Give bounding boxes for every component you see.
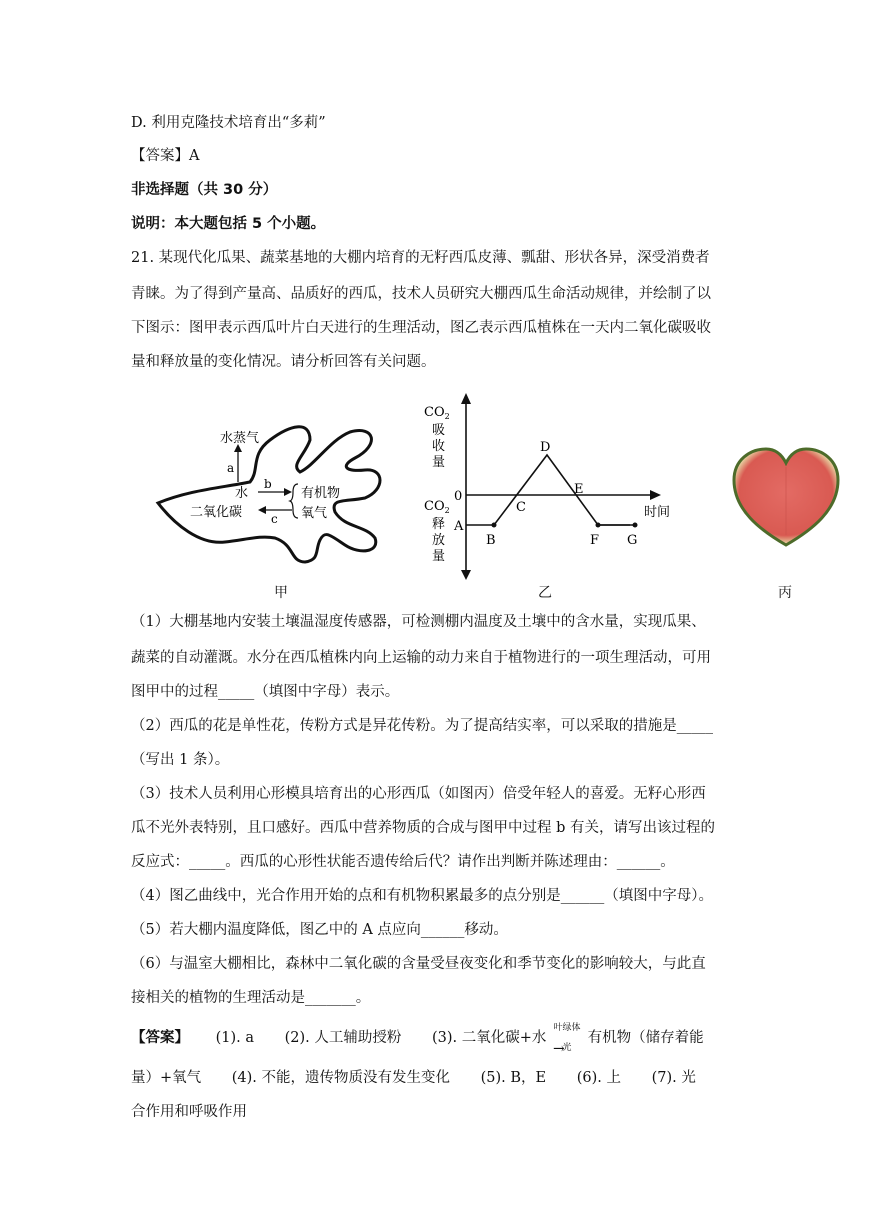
q1-line-3: 图甲中的过程_____（填图中字母）表示。 xyxy=(131,684,400,700)
label-b: b xyxy=(264,477,272,491)
q6-line-1: （6）与温室大棚相比，森林中二氧化碳的含量受昼夜变化和季节变化的影响较大，与此直 xyxy=(131,956,706,972)
answer-3b: 有机物（储存着能 xyxy=(587,1030,704,1046)
figure-bing-watermelon xyxy=(730,445,842,550)
caption-jia: 甲 xyxy=(274,585,288,601)
label-oxygen: 氧气 xyxy=(301,506,328,521)
caption-yi: 乙 xyxy=(538,585,552,601)
answer-3a: (3). 二氧化碳+水 xyxy=(432,1030,547,1046)
answer-2: (2). 人工辅助授粉 xyxy=(284,1030,402,1046)
answer-label: 【答案】 xyxy=(131,1030,189,1046)
answer-3c: 量）+氧气 xyxy=(131,1070,202,1086)
label-water: 水 xyxy=(235,486,249,501)
label-release-3: 量 xyxy=(432,549,446,564)
answer-7a: (7). 光 xyxy=(651,1070,696,1086)
answer-row-2 xyxy=(131,1066,741,1090)
label-a: a xyxy=(227,461,235,475)
label-time: 时间 xyxy=(644,505,670,520)
answer-line: 【答案】A xyxy=(131,148,200,164)
label-co2-bot-sub: 2 xyxy=(444,506,450,515)
label-absorb-2: 收 xyxy=(432,439,446,454)
q21-line-3: 下图示：图甲表示西瓜叶片白天进行的生理活动，图乙表示西瓜植株在一天内二氧化碳吸收 xyxy=(131,320,711,336)
label-co2: 二氧化碳 xyxy=(190,505,243,520)
point-d: D xyxy=(540,440,551,455)
label-co2-bot: CO xyxy=(424,499,445,514)
caption-bing: 丙 xyxy=(778,585,792,601)
section-heading: 非选择题（共 30 分） xyxy=(131,182,278,198)
leaf-outline xyxy=(158,427,380,562)
q4-line: （4）图乙曲线中，光合作用开始的点和有机物积累最多的点分别是______（填图中字母）。 xyxy=(131,888,713,904)
label-absorb-3: 量 xyxy=(432,455,446,470)
point-f: F xyxy=(590,533,600,548)
q3-line-1: （3）技术人员利用心形模具培育出的心形西瓜（如图丙）倍受年轻人的喜爱。无籽心形西 xyxy=(131,786,706,802)
answer-6: (6). 上 xyxy=(576,1070,622,1086)
q5-line: （5）若大棚内温度降低，图乙中的 A 点应向______移动。 xyxy=(131,922,508,938)
figure-jia-leaf xyxy=(150,410,390,580)
q21-line-2: 青睐。为了得到产量高、品质好的西瓜，技术人员研究大棚西瓜生命活动规律，并绘制了以 xyxy=(131,286,711,302)
label-c: c xyxy=(271,512,278,526)
point-a: A xyxy=(454,519,464,534)
svg-text:CO2 xyxy=(424,499,450,515)
q2-line-2: （写出 1 条）。 xyxy=(131,752,230,768)
q6-line-2: 接相关的植物的生理活动是_______。 xyxy=(131,990,371,1006)
q2-line-1: （2）西瓜的花是单性花，传粉方式是异花传粉。为了提高结实率，可以采取的措施是_____ xyxy=(131,718,713,734)
arrow-icon: → xyxy=(553,1041,565,1057)
label-release-2: 放 xyxy=(432,533,446,548)
q1-line-1: （1）大棚基地内安装土壤温湿度传感器，可检测棚内温度及土壤中的含水量，实现瓜果、 xyxy=(131,614,706,630)
point-e: E xyxy=(574,482,584,497)
reaction-arrow xyxy=(551,1023,583,1057)
label-vapor: 水蒸气 xyxy=(220,431,260,446)
q3-line-2: 瓜不光外表特别，且口感好。西瓜中营养物质的合成与图甲中过程 b 有关，请写出该过程的 xyxy=(131,820,715,836)
answer-row-1 xyxy=(131,1023,741,1057)
figure-yi-graph xyxy=(420,390,670,580)
svg-text:CO2 xyxy=(424,405,450,421)
point-c: C xyxy=(516,500,526,515)
label-co2-sub: 2 xyxy=(444,412,450,421)
section-note: 说明：本大题包括 5 个小题。 xyxy=(131,216,326,232)
answer-row-3: 合作用和呼吸作用 xyxy=(131,1104,247,1120)
q1-line-2: 蔬菜的自动灌溉。水分在西瓜植株内向上运输的动力来自于植物进行的一项生理活动，可用 xyxy=(131,650,711,666)
answer-4: (4). 不能，遗传物质没有发生变化 xyxy=(231,1070,451,1086)
q21-line-4: 量和释放量的变化情况。请分析回答有关问题。 xyxy=(131,354,436,370)
answer-5: (5). B，E xyxy=(480,1070,547,1086)
point-b: B xyxy=(486,533,496,548)
label-co2-top: CO xyxy=(424,405,445,420)
co2-curve xyxy=(466,455,630,525)
q3-line-3: 反应式：_____。西瓜的心形性状能否遗传给后代？请作出判断并陈述理由：______。 xyxy=(131,854,675,870)
label-release-1: 释 xyxy=(432,517,446,532)
label-zero: 0 xyxy=(454,489,463,504)
arrow-label-bottom: 光 xyxy=(562,1043,572,1053)
label-absorb-1: 吸 xyxy=(432,423,446,438)
q21-line-1: 21. 某现代化瓜果、蔬菜基地的大棚内培育的无籽西瓜皮薄、瓢甜、形状各异，深受消费者 xyxy=(131,250,710,266)
arrow-label-top: 叶绿体 xyxy=(553,1023,581,1033)
option-d: D. 利用克隆技术培育出“多莉” xyxy=(131,115,326,131)
answer-1: (1). a xyxy=(215,1030,255,1046)
point-g: G xyxy=(627,533,638,548)
label-organic: 有机物 xyxy=(301,486,341,501)
